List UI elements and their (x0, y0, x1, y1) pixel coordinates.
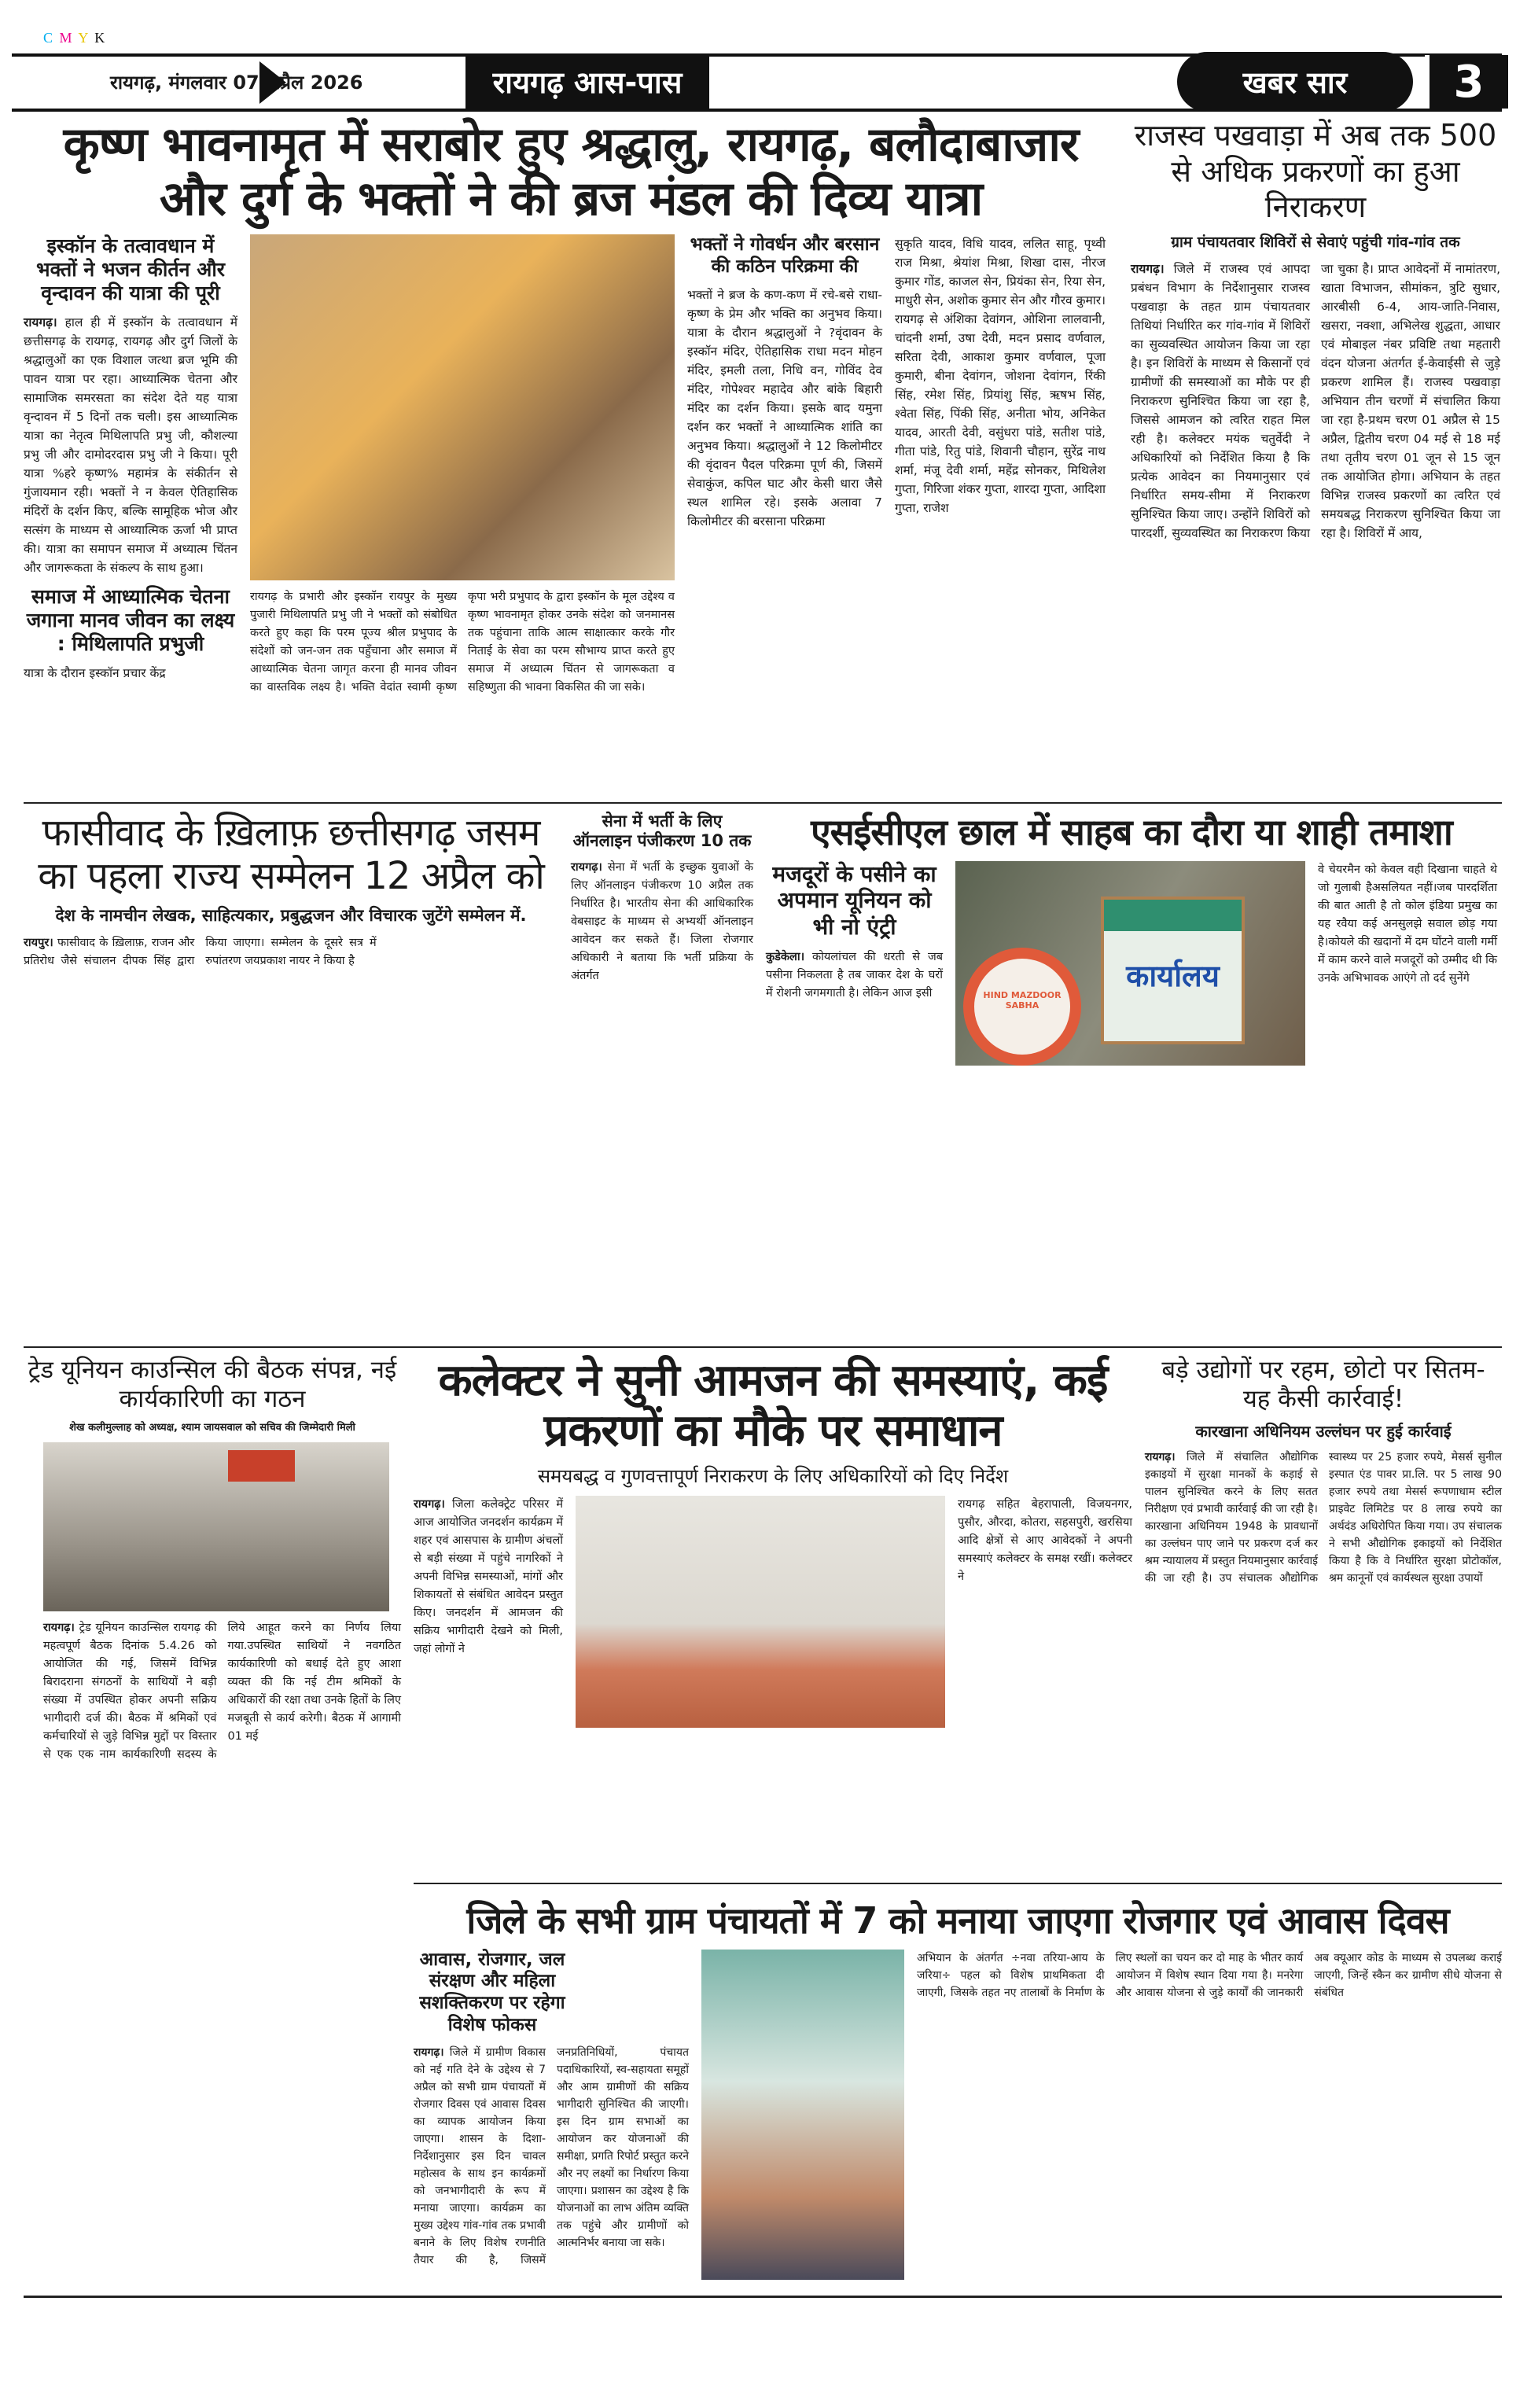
secl-headline: एसईसीएल छाल में साहब का दौरा या शाही तमाशा (811, 811, 1452, 853)
rojgar-body-right: अभियान के अंतर्गत ÷नवा तरिया-आय के जरिया÷ पहल को विशेष प्राथमिकता दी जाएगी, जिसके तहत नए तालाबों के निर्माण के लिए स्थलों का चयन कर दो माह के भीतर कार्य आयोजन में विशेष स्थान दिया गया है। मनरेगा और आवास योजना से जुड़े कार्यों की जानकारी अब क्यूआर कोड के माध्यम से उपलब्ध कराई जाएगी, जिन्हें स्कैन कर ग्रामीण सीधे योजना से संबंधित (917, 1951, 1502, 1999)
sign-text: कार्यालय (1126, 958, 1220, 993)
row-middle (24, 812, 1502, 1338)
collector-photo (576, 1496, 945, 1728)
section-title: रायगढ़ आस-पास (465, 55, 709, 109)
banner (228, 1450, 295, 1482)
office-sign (1101, 897, 1245, 1044)
rojgar-body-text: जिले में ग्रामीण विकास को नई गति देने के उद्देश्य से 7 अप्रैल को सभी ग्राम पंचायतों में रोजगार दिवस एवं आवास दिवस का व्यापक आयोजन किया जाएगा। शासन के दिशा-निर्देशानुसार इस दिन चावल महोत्सव के साथ इन कार्यक्रमों को जनभागीदारी के रूप में मनाया जाएगा। कार्यक्रम का मुख्य उद्देश्य गांव-गांव तक प्रभावी बनाने के लिए विशेष रणनीति तैयार की है, जिसमें जनप्रतिनिधियों, पंचायत पदाधिकारियों, स्व-सहायता समूहों और आम ग्रामीणों की सक्रिय भागीदारी सुनिश्चित की जाएगी। इस दिन ग्राम सभाओं का आयोजन कर योजनाओं की समीक्षा, प्रगति रिपोर्ट प्रस्तुत करने और नए लक्ष्यों का निर्धारण किया जाएगा। प्रशासन का उद्देश्य है कि योजनाओं का लाभ अंतिम व्यक्ति तक पहुंचे और ग्रामीणों को आत्मनिर्भर बनाया जा सके। (414, 2046, 689, 2267)
dateline: रायगढ़। (24, 315, 57, 330)
dateline: रायगढ़। (571, 861, 602, 874)
photo-caption: रायगढ़ के प्रभारी और इस्कॉन रायपुर के मुख्य पुजारी मिथिलापति प्रभु जी ने भक्तों को संबोधित करते हुए कहा कि परम पूज्य श्रील प्रभुपाद के संदेशों को जन-जन तक पहुँचाना और समाज में आध्यात्मिक चेतना जागृत करना ही मानव जीवन का वास्तविक लक्ष्य है। भक्ति वेदांत स्वामी कृष्ण कृपा भरी प्रभुपाद के द्वारा इस्कॉन के मूल उद्देश्य व कृष्ण भावनामृत होकर उनके संदेश को जनमानस तक पहुंचाना ताकि आत्म साक्षात्कार करके गौर निताई के सेवा का परम सौभाग्य प्राप्त करते हुए समाज में अध्यात्म चिंतन से जागरूकता व सहिष्णुता की भावना विकसित की जा सके। (250, 591, 675, 694)
army-body (571, 859, 753, 985)
dateline: रायगढ़। (414, 2046, 444, 2060)
dateline: कुडेकेला। (766, 950, 805, 963)
trade-union-headline: ट्रेड यूनियन काउन्सिल की बैठक संपन्न, नई कार्यकारिणी का गठन (28, 1356, 397, 1414)
divider (24, 802, 1502, 804)
revenue-subhead: ग्राम पंचायतवार शिविरों से सेवाएं पहुंची गांव-गांव तक (1171, 233, 1460, 251)
fascism-subhead: देश के नामचीन लेखक, साहित्यकार, प्रबुद्धजन और विचारक जुटेंगे सम्मेलन में. (55, 906, 527, 926)
lead-body-4: सुकृति यादव, विधि यादव, ललित साहू, पृथ्वी राज मिश्रा, श्रेयांश मिश्रा, शिखा दास, नीरज कुमार गोंड, काजल सेन, प्रियंका सेन, रिया सेन, माधुरी सेन, अशोक कुमार सेन और गौरव कुमार। रायगढ़ से अंशिका देवांगन, ओशिना लालवानी, चांदनी शर्मा, उषा देवी, मदन प्रसाद वर्णवाल, सरिता देवी, आकाश कुमार वर्णवाल, पूजा कुमारी, बीना देवांगन, जोशना देवांगन, रिंकी सिंह, रमेश सिंह, प्रियांशु सिंह, ऋषभ सिंह, श्वेता सिंह, पिंकी सिंह, अनीता भोय, अनिकेत यादव, आरती देवी, वसुंधरा पांडे, सतीश पांडे, गीता पांडे, रितु पांडे, शिवानी चौहान, सुरेंद्र नाथ शर्मा, मंजू देवी शर्मा, महेंद्र सोनकर, मिथिलेश गुप्ता, गिरिजा शंकर गुप्ता, शारदा गुप्ता, आदिशा गुप्ता, राजेश (895, 237, 1106, 515)
army-story (571, 812, 753, 985)
collector-body-right: रायगढ़ सहित बेहरापाली, विजयनगर, पुसौर, औरदा, कोतरा, सहसपुरी, खरसिया आदि क्षेत्रों से आए आवेदकों ने अपनी समस्याएं कलेक्टर के समक्ष रखीं। कलेक्टर ने (958, 1497, 1132, 1583)
bottom-right (414, 1356, 1502, 2280)
revenue-body-text: जिले में राजस्व एवं आपदा प्रबंधन विभाग के निर्देशानुसार राजस्व पखवाड़ा के तहत ग्राम पंचायतवार तिथियां निर्धारित कर गांव-गांव में शिविरों का सुव्यवस्थित आयोजन किया जा रहा है। इन शिविरों के माध्यम से किसानों एवं ग्रामीणों की समस्याओं का मौके पर ही निराकरण सुनिश्चित किया जा रहा है, जिससे आमजन को त्वरित राहत मिल रही है। कलेक्टर मयंक चतुर्वेदी ने अधिकारियों को निर्देशित किया है कि प्रत्येक आवेदन का नियमानुसार एवं निर्धारित समय-सीमा में निराकरण सुनिश्चित किया जाए। उन्होंने शिविरों को पारदर्शी, सुव्यवस्थित का निराकरण किया जा चुका है। प्राप्त आवेदनों में नामांतरण, खाता विभाजन, सीमांकन, त्रुटि सुधार, आरबीसी 6-4, आय-जाति-निवास, खसरा, नक्शा, अभिलेख शुद्धता, आधार एवं मोबाइल नंबर प्रविष्टि तथा महतारी वंदन योजना अंतर्गत ई-केवाईसी से जुड़े प्रकरण शामिल हैं। राजस्व पखवाड़ा अभियान तीन चरणों में संचालित किया जा रहा है-प्रथम चरण 01 अप्रैल से 15 अप्रैल, द्वितीय चरण 04 मई से 18 मई तथा तृतीय चरण 01 जून से 15 जून तक आयोजित होगा। अभियान के तहत विभिन्न राजस्व प्रकरणों का त्वरित एवं समयबद्ध निराकरण सुनिश्चित किया जा रहा है। शिविरों में आय, (1131, 261, 1500, 540)
lead-headline: कृष्ण भावनामृत में सराबोर हुए श्रद्धालु, रायगढ़, बलौदाबाजार और दुर्ग के भक्तों ने की ब्रज मंडल की दिव्य यात्रा (63, 117, 1079, 226)
factory-body-text: जिले में संचालित औद्योगिक इकाइयों में सुरक्षा मानकों के कड़ाई से पालन सुनिश्चित करने के लिए सतत निरीक्षण एवं प्रभावी कार्रवाई की जा रही है। कारखाना अधिनियम 1948 के प्रावधानों का उल्लंघन पाए जाने पर प्रकरण दर्ज कर श्रम न्यायालय में प्रस्तुत नियमानुसार कार्रवाई की जा रही है। उप संचालक औद्योगिक स्वास्थ्य पर 25 हजार रुपये, मेसर्स सुनील इस्पात एंड पावर प्रा.लि. पर 5 लाख 90 हजार रुपये तथा मेसर्स रूपणाधाम स्टील प्राइवेट लिमिटेड पर 8 लाख रुपये का अर्थदंड अधिरोपित किया गया। उप संचालक ने सभी औद्योगिक इकाइयों को निर्देशित किया है कि वे निर्धारित सुरक्षा प्रोटोकॉल, श्रम कानूनों एवं कार्यस्थल सुरक्षा उपायों (1145, 1451, 1502, 1585)
dateline: रायगढ़। (43, 1621, 75, 1634)
trade-union-body (43, 1619, 401, 1764)
page-number: 3 (1425, 55, 1508, 109)
dateline: रायगढ़। (1131, 261, 1165, 276)
secl-photo (955, 861, 1305, 1066)
lead-subhead-2: समाज में आध्यात्मिक चेतना जगाना मानव जीवन का लक्ष्य : मिथिलापति प्रभुजी (26, 585, 235, 655)
rojgar-columns (414, 1950, 1502, 2280)
trade-union-story (24, 1356, 401, 1764)
rojgar-col-1 (414, 1950, 689, 2269)
dateline: रायगढ़। (414, 1497, 445, 1511)
lead-col-2 (250, 234, 675, 697)
secl-subhead: मजदूरों के पसीने का अपमान यूनियन को भी नो एंट्री (772, 860, 936, 941)
revenue-story (1131, 118, 1500, 543)
lead-col-4 (895, 234, 1106, 517)
lead-subhead-3: भक्तों ने गोवर्धन और बरसान की कठिन परिक्रमा की (690, 234, 880, 277)
army-body-text: सेना में भर्ती के इच्छुक युवाओं के लिए ऑनलाइन पंजीकरण 10 अप्रैल तक निर्धारित है। भारतीय सेना की आधिकारिक वेबसाइट के माध्यम से अभ्यर्थी ऑनलाइन आवेदन कर सकते हैं। जिला रोजगार अधिकारी ने बताया कि भर्ती प्रक्रिया के अंतर्गत (571, 861, 754, 983)
collector-body (414, 1496, 563, 1659)
trade-union-body-text: ट्रेड यूनियन काउन्सिल रायगढ़ की महत्वपूर्ण बैठक दिनांक 5.4.26 को आयोजित की गई, जिसमें विभिन्न बिरादराना संगठनों के साथियों ने बड़ी संख्या में उपस्थित होकर अपनी सक्रिय भागीदारी दर्ज की। बैठक में श्रमिकों एवं कर्मचारियों से जुड़े विभिन्न मुद्दों पर विस्तार से एक एक नाम कार्यकारिणी सदस्य के लिये आहूत करने का निर्णय लिया गया.उपस्थित साथियों ने नवगठित कार्यकारिणी को बधाई देते हुए आशा व्यक्त की कि नई टीम श्रमिकों के अधिकारों की रक्षा तथा उनके हितों के लिए मजबूती से कार्य करेगी। बैठक में आगामी 01 मई (43, 1621, 401, 1761)
divider (24, 1346, 1502, 1348)
row-top (24, 118, 1502, 794)
collector-subhead: समयबद्ध व गुणवत्तापूर्ण निराकरण के लिए अधिकारियों को दिए निर्देश (537, 1464, 1009, 1487)
factory-subhead: कारखाना अधिनियम उल्लंघन पर हुई कार्रवाई (1195, 1422, 1452, 1441)
lead-subhead: इस्कॉन के तत्वावधान में भक्तों ने भजन कीर्तन और वृन्दावन की यात्रा की पूरी (36, 234, 225, 304)
lead-body-2: यात्रा के दौरान इस्कॉन प्रचार केंद्र (24, 666, 166, 680)
lead-body-3: भक्तों ने ब्रज के कण-कण में रचे-बसे राधा-कृष्ण के प्रेम और भक्ति का अनुभव किया। यात्रा के दौरान श्रद्धालुओं ने ?वृंदावन के इस्कॉन मंदिर, ऐतिहासिक राधा मदन मोहन मंदिर, इमली तला, निधि वन, गोविंद देव मंदिर, गोपेश्वर महादेव और बांके बिहारी मंदिर का दर्शन किया। इसके बाद यमुना दर्शन कर भक्तों ने आध्यात्मिक शांति का अनुभव किया। श्रद्धालुओं ने 12 किलोमीटर की वृंदावन पैदल परिक्रमा पूर्ण की, जिसमें सेवाकुंज, कपिल घाट और केसी धारा जैसे स्थल शामिल रहे। इसके अलावा 7 किलोमीटर की बरसाना परिक्रमा (687, 288, 882, 529)
collector-headline: कलेक्टर ने सुनी आमजन की समस्याएं, कई प्रकरणों का मौके पर समाधान (438, 1355, 1108, 1457)
factory-story (1145, 1356, 1502, 1587)
issue-date: रायगढ़, मंगलवार 07 अप्रैल 2026 (110, 72, 363, 94)
meeting-photo (43, 1442, 389, 1611)
row-bottom (24, 1356, 1502, 2280)
fascism-headline: फासीवाद के ख़िलाफ़ छत्तीसगढ़ जसम का पहला राज्य सम्मेलन 12 अप्रैल को (38, 811, 544, 899)
rojgar-photo (701, 1950, 904, 2280)
dateline: रायपुर। (24, 936, 53, 949)
lead-story (24, 118, 1118, 697)
rojgar-story (414, 1900, 1502, 2280)
divider (414, 1883, 1502, 1884)
collector-body-text: जिला कलेक्ट्रेट परिसर में आज आयोजित जनदर्शन कार्यक्रम में शहर एवं आसपास के ग्रामीण अंचलों से बड़ी संख्या में पहुंचे नागरिकों ने अपनी विभिन्न समस्याओं, मांगों और शिकायतों से संबंधित आवेदन प्रस्तुत किए। जनदर्शन में आमजन की सक्रिय भागीदारी देखने को मिली, जहां लोगों ने (414, 1497, 563, 1655)
secl-story (766, 812, 1497, 1066)
factory-body (1145, 1449, 1502, 1587)
revenue-headline: राजस्व पखवाड़ा में अब तक 500 से अधिक प्रकरणों का हुआ निराकरण (1134, 118, 1497, 225)
revenue-body (1131, 260, 1500, 543)
rojgar-body (414, 2044, 689, 2269)
secl-col-1 (766, 861, 943, 1003)
union-stamp: HIND MAZDOOR SABHA (963, 948, 1081, 1066)
sign-banner (1104, 900, 1242, 931)
fascism-body (24, 934, 558, 970)
army-headline: सेना में भर्ती के लिए ऑनलाइन पंजीकरण 10 तक (572, 812, 752, 851)
column-title: खबर सार (1177, 52, 1413, 112)
lead-body (24, 313, 237, 577)
bottom-rule (24, 2296, 1502, 2298)
lead-body-text: हाल ही में इस्कॉन के तत्वावधान में छत्तीसगढ़ के रायगढ़, रायगढ़ और दुर्ग जिलों के श्रद्धालुओं का एक विशाल जत्था ब्रज भूमि की पावन यात्रा पर रहा। आध्यात्मिक चेतना और सामाजिक समरसता का संदेश देते यह यात्रा वृन्दावन में 5 दिनों तक चली। इस आध्यात्मिक यात्रा का नेतृत्व मिथिलापति प्रभु जी, कौशल्या प्रभु जी और दामोदरदास प्रभु जी ने किया। पूरी यात्रा %हरे कृष्ण% महामंत्र के संकीर्तन से गुंजायमान रही। भक्तों ने न केवल ऐतिहासिक मंदिरों के दर्शन किए, बल्कि सामूहिक भोज और सत्संग के माध्यम से आध्यात्मिक ऊर्जा भी प्राप्त की। यात्रा का समापन समाज में अध्यात्म चिंतन और जागरूकता के संकल्प के साथ हुआ। (24, 315, 237, 575)
cmyk-m: M (59, 30, 74, 46)
cmyk-c: C (43, 30, 55, 46)
lead-col-1 (24, 234, 237, 683)
lead-col-3 (687, 234, 882, 531)
cmyk-y: Y (78, 30, 90, 46)
cmyk-k: K (94, 30, 107, 46)
collector-factory-row (414, 1356, 1502, 1867)
rojgar-subhead: आवास, रोजगार, जल संरक्षण और महिला सशक्तिकरण पर रहेगा विशेष फोकस (419, 1949, 565, 2035)
fascism-story (24, 812, 558, 970)
secl-body-text: कोयलांचल की धरती से जब पसीना निकलता है तब जाकर देश के घरों में रोशनी जगमगाती है। लेकिन आज इसी (766, 950, 944, 1000)
factory-headline: बड़े उद्योगों पर रहम, छोटो पर सितम- यह कैसी कार्रवाई! (1161, 1356, 1485, 1414)
trade-union-subhead: शेख कलीमुल्लाह को अध्यक्ष, श्याम जायसवाल को सचिव की जिम्मेदारी मिली (69, 1422, 355, 1434)
lead-columns (24, 234, 1118, 697)
iskcon-photo (250, 234, 675, 580)
collector-story (414, 1356, 1132, 1728)
dateline: रायगढ़। (1145, 1451, 1176, 1464)
collector-columns (414, 1496, 1132, 1728)
secl-body (766, 948, 943, 1003)
secl-columns (766, 861, 1497, 1066)
fascism-body-text: फासीवाद के ख़िलाफ़, राजन और प्रतिरोध जैसे संचालन दीपक सिंह द्वारा किया जाएगा। सम्मेलन के दूसरे सत्र में रुपांतरण जयप्रकाश नायर ने किया है (24, 936, 377, 967)
secl-body-right: वे चेयरमैन को केवल वही दिखाना चाहते थे जो गुलाबी हैअसलियत नहीं।जब पारदर्शिता की बात आती है तो कोल इंडिया प्रमुख का यह रवैया कई अनसुलझे सवाल छोड़ गया है।कोयले की खदानों में दम घोंटने वाली गर्मी में काम करने वाले मजदूरों को उम्मीद थी कि उनके अभिभावक आएंगे तो दर्द सुनेंगे (1318, 863, 1497, 985)
rojgar-headline: जिले के सभी ग्राम पंचायतों में 7 को मनाया जाएगा रोजगार एवं आवास दिवस (466, 1899, 1449, 1942)
